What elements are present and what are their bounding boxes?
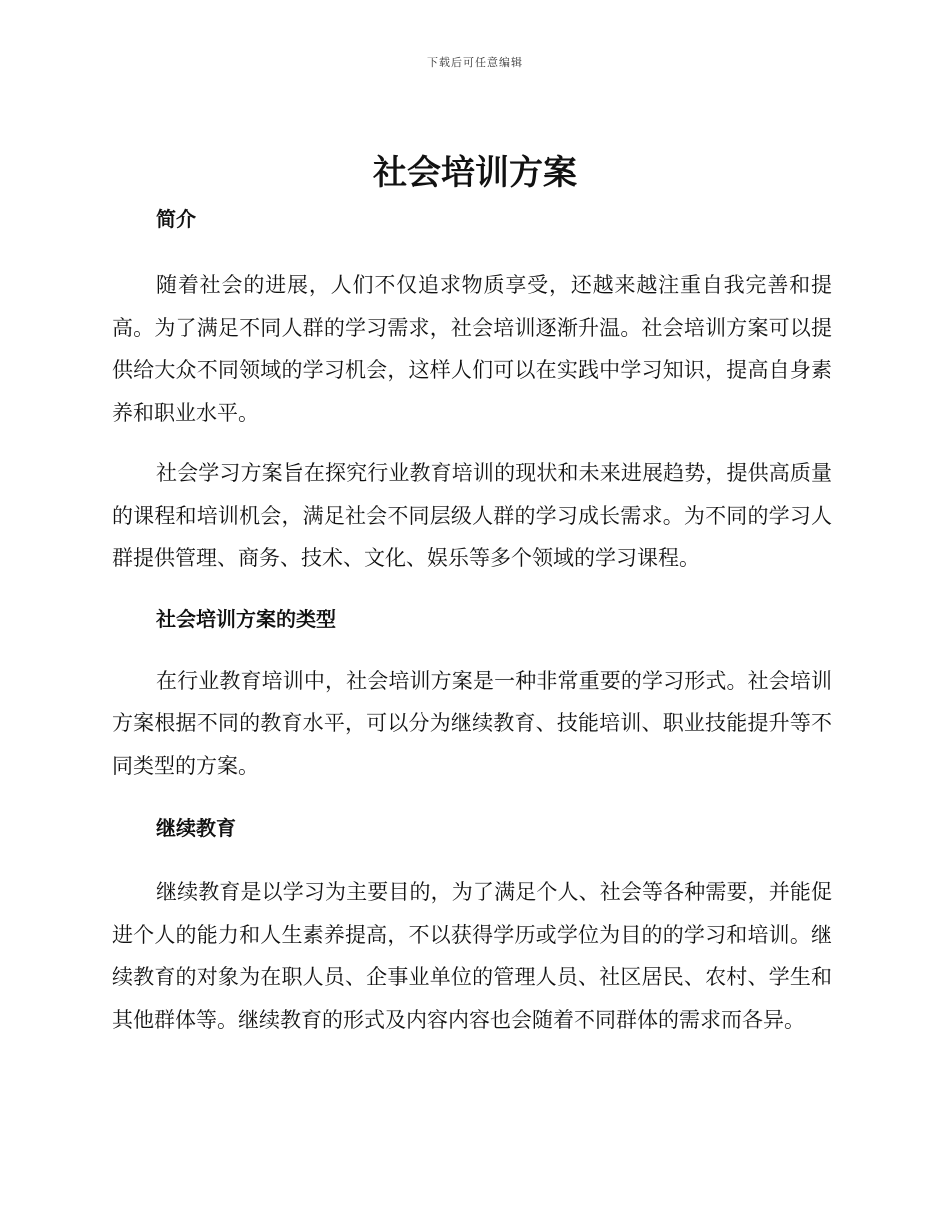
header-note: 下载后可任意编辑 bbox=[427, 56, 523, 69]
section-heading-intro: 简介 bbox=[156, 207, 196, 231]
section-heading-types: 社会培训方案的类型 bbox=[156, 606, 336, 631]
document-body bbox=[112, 204, 832, 1041]
section-heading-continuing-education: 继续教育 bbox=[156, 816, 236, 840]
paragraph-intro-2: 社会学习方案旨在探究行业教育培训的现状和未来进展趋势，提供高质量的课程和培训机会，满足社会不同层级人群的学习成长需求。为不同的学习人群提供管理、商务、技术、文化、娱乐等多个领域的学习课程。 bbox=[112, 461, 832, 570]
paragraph-continuing-education-1: 继续教育是以学习为主要目的，为了满足个人、社会等各种需要，并能促进个人的能力和人生素养提高，不以获得学历或学位为目的的学习和培训。继续教育的对象为在职人员、企事业单位的管理人员、社区居民、农村、学生和其他群体等。继续教育的形式及内容内容也会随着不同群体的需求而各异。 bbox=[112, 880, 832, 1032]
paragraph-intro-1: 随着社会的进展，人们不仅追求物质享受，还越来越注重自我完善和提高。为了满足不同人群的学习需求，社会培训逐渐升温。社会培训方案可以提供给大众不同领域的学习机会，这样人们可以在实践中学习知识，提高自身素养和职业水平。 bbox=[112, 273, 832, 425]
document-title: 社会培训方案 bbox=[373, 153, 577, 193]
paragraph-types-1: 在行业教育培训中，社会培训方案是一种非常重要的学习形式。社会培训方案根据不同的教育水平，可以分为继续教育、技能培训、职业技能提升等不同类型的方案。 bbox=[112, 668, 832, 778]
